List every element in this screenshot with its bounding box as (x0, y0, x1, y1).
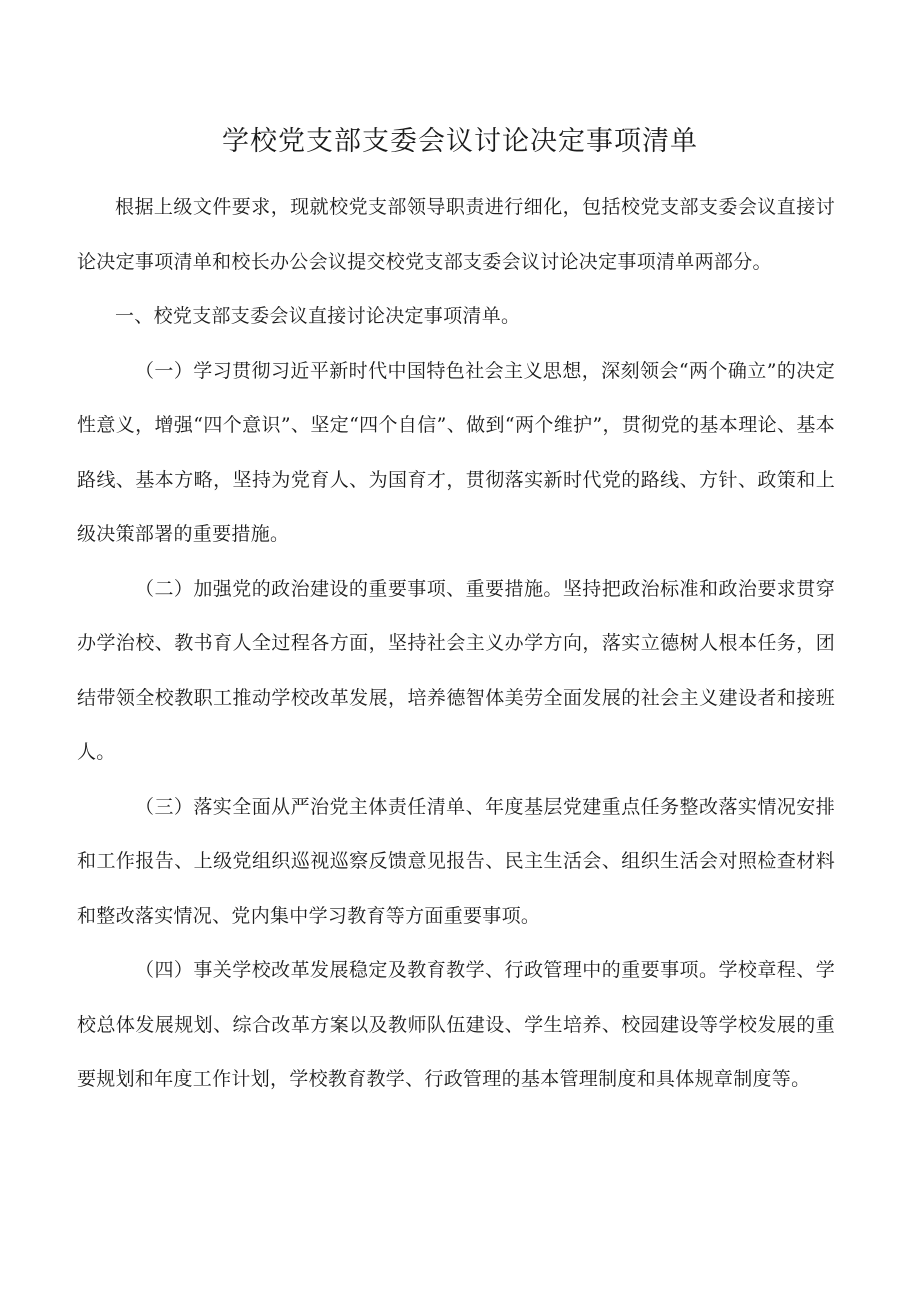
intro-paragraph: 根据上级文件要求，现就校党支部领导职责进行细化，包括校党支部支委会议直接讨论决定事项清单和校长办公会议提交校党支部支委会议讨论决定事项清单两部分。 (77, 196, 835, 273)
list-item-4: （四）事关学校改革发展稳定及教育教学、行政管理中的重要事项。学校章程、学校总体发展规划、综合改革方案以及教师队伍建设、学生培养、校园建设等学校发展的重要规划和年度工作计划，学校教育教学、行政管理的基本管理制度和具体规章制度等。 (77, 959, 835, 1090)
document-body (77, 180, 835, 1107)
document-title: 学校党支部支委会议讨论决定事项清单 (222, 126, 698, 157)
section-heading: 一、校党支部支委会议直接讨论决定事项清单。 (115, 305, 521, 327)
list-item-3: （三）落实全面从严治党主体责任清单、年度基层党建重点任务整改落实情况安排和工作报告、上级党组织巡视巡察反馈意见报告、民主生活会、组织生活会对照检查材料和整改落实情况、党内集中学习教育等方面重要事项。 (77, 795, 835, 927)
list-item-2: （二）加强党的政治建设的重要事项、重要措施。坚持把政治标准和政治要求贯穿办学治校、教书育人全过程各方面，坚持社会主义办学方向，落实立德树人根本任务，团结带领全校教职工推动学校改革发展，培养德智体美劳全面发展的社会主义建设者和接班人。 (77, 577, 835, 763)
list-item-1: （一）学习贯彻习近平新时代中国特色社会主义思想，深刻领会“两个确立”的决定性意义，增强“四个意识”、坚定“四个自信”、做到“两个维护”，贯彻党的基本理论、基本路线、基本方略，坚持为党育人、为国育才，贯彻落实新时代党的路线、方针、政策和上级决策部署的重要措施。 (77, 359, 835, 545)
